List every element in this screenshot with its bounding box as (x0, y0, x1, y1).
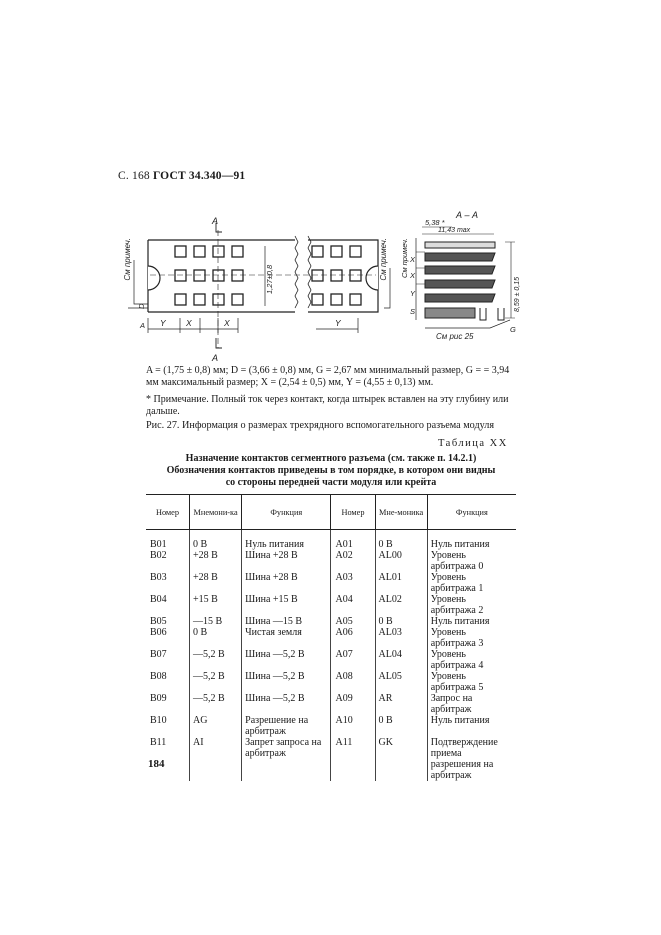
table-title-line: Обозначения контактов приведены в том порядке, в котором они видны (166, 465, 496, 476)
svg-text:X: X (224, 318, 230, 328)
page-number: 184 (148, 758, 165, 770)
pin-number-cell: A05 (331, 616, 375, 627)
pin-number-cell: A06 (331, 627, 375, 649)
function-cell: Шина —5,2 В (242, 649, 331, 671)
function-cell: Подтверждение приема разрешения на арбитраж (427, 737, 516, 781)
svg-text:Y: Y (160, 318, 166, 328)
function-cell: Уровень арбитража 1 (427, 572, 516, 594)
function-cell: Шина +15 В (242, 594, 331, 616)
table-header-row (146, 495, 516, 530)
pin-number-cell: B06 (150, 627, 167, 638)
svg-text:S: S (410, 307, 416, 316)
function-cell: Шина +28 В (242, 550, 331, 572)
pin-number-cell: A02 (331, 550, 375, 572)
column-header: Номер (331, 495, 375, 530)
column-header: Функция (242, 495, 331, 530)
table-row (146, 627, 516, 649)
svg-text:A: A (140, 321, 146, 330)
mnemonic-cell: 0 В (375, 530, 427, 551)
mnemonic-cell: 0 В (189, 530, 241, 551)
function-cell: Запрос на арбитраж (427, 693, 516, 715)
pin-number-cell: B01 (150, 539, 167, 550)
svg-text:См примеч.: См примеч. (379, 238, 388, 281)
pin-number-cell: B03 (150, 572, 167, 583)
function-cell: Шина +28 В (242, 572, 331, 594)
function-cell: Уровень арбитража 5 (427, 671, 516, 693)
pin-number-cell: A04 (331, 594, 375, 616)
mnemonic-cell: 0 В (189, 627, 241, 649)
pin-number-cell: B07 (150, 649, 167, 660)
mnemonic-cell: +28 В (189, 550, 241, 572)
pin-number-cell: A07 (331, 649, 375, 671)
pin-number-cell: B08 (150, 671, 167, 682)
standard-code: ГОСТ 34.340—91 (152, 170, 246, 182)
mnemonic-cell: —5,2 В (189, 671, 241, 693)
table-title (146, 453, 516, 489)
pin-number-cell: A03 (331, 572, 375, 594)
mnemonic-cell: —15 В (189, 616, 241, 627)
svg-text:См примеч.: См примеч. (123, 238, 132, 281)
table-row (146, 594, 516, 616)
function-cell: Чистая земля (242, 627, 331, 649)
svg-text:Y: Y (410, 289, 416, 298)
svg-text:5,38 *: 5,38 * (425, 218, 445, 227)
pin-assignment-table (146, 494, 516, 781)
pin-number-cell: B05 (150, 616, 167, 627)
mnemonic-cell: AL00 (375, 550, 427, 572)
table-row (146, 715, 516, 737)
mnemonic-cell: GK (375, 737, 427, 781)
svg-text:D: D (137, 303, 146, 309)
svg-text:8,59 ± 0,15: 8,59 ± 0,15 (514, 277, 521, 312)
function-cell: Шина —15 В (242, 616, 331, 627)
mnemonic-cell: AL02 (375, 594, 427, 616)
table-title-line: со стороны передней части модуля или крейта (225, 477, 437, 488)
function-cell: Уровень арбитража 3 (427, 627, 516, 649)
mnemonic-cell: —5,2 В (189, 649, 241, 671)
svg-text:X: X (186, 318, 192, 328)
mnemonic-cell: 0 В (375, 616, 427, 627)
pin-number-cell: B09 (150, 693, 167, 704)
dimension-values: A = (1,75 ± 0,8) мм; D = (3,66 ± 0,8) мм, G = 2,67 мм минимальный размер, G = = 3,94 мм максимальный размер; X = (2,54 ± 0,5) мм, Y = (4,55 ± 0,13) мм. (146, 365, 510, 388)
table-title-line: Назначение контактов сегментного разъема (см. также п. 14.2.1) (185, 453, 477, 464)
pin-number-cell: A09 (331, 693, 375, 715)
table-row (146, 649, 516, 671)
table-row (146, 616, 516, 627)
section-labels (400, 210, 521, 341)
function-cell: Нуль питания (242, 530, 331, 551)
mnemonic-cell: AL05 (375, 671, 427, 693)
mnemonic-cell: AL04 (375, 649, 427, 671)
svg-text:1,27±0,8: 1,27±0,8 (265, 264, 274, 294)
function-cell: Уровень арбитража 2 (427, 594, 516, 616)
connector-front-view (128, 223, 390, 348)
svg-text:A: A (212, 216, 219, 226)
function-cell: Нуль питания (427, 616, 516, 627)
table-row (146, 693, 516, 715)
table-row (146, 530, 516, 551)
table-row (146, 671, 516, 693)
column-header: Номер (146, 495, 189, 530)
svg-text:А – А: А – А (456, 210, 479, 220)
table-row (146, 572, 516, 594)
svg-text:X: X (410, 271, 416, 280)
mnemonic-cell: —5,2 В (189, 693, 241, 715)
table-label: Таблица XX (438, 438, 508, 449)
section-view (416, 227, 515, 328)
pin-number-cell: A10 (331, 715, 375, 737)
front-view-labels (123, 216, 388, 363)
mnemonic-cell: +28 В (189, 572, 241, 594)
running-header (118, 170, 245, 182)
function-cell: Шина —5,2 В (242, 671, 331, 693)
pin-number-cell: A08 (331, 671, 375, 693)
column-header: Функция (427, 495, 516, 530)
svg-text:Y: Y (335, 318, 341, 328)
svg-text:См примеч.: См примеч. (400, 238, 409, 278)
footnote: * Примечание. Полный ток через контакт, когда штырек вставлен на эту глубину или дальше. (146, 394, 509, 417)
page-prefix: С. 168 (118, 170, 150, 182)
svg-text:X: X (410, 255, 416, 264)
mnemonic-cell: +15 В (189, 594, 241, 616)
mnemonic-cell: 0 В (375, 715, 427, 737)
column-header: Мнемони-ка (189, 495, 241, 530)
function-cell: Нуль питания (427, 715, 516, 737)
pin-number-cell: B02 (150, 550, 167, 561)
svg-text:См рис 25: См рис 25 (436, 332, 474, 341)
connector-drawing (120, 208, 521, 363)
mnemonic-cell: AG (189, 715, 241, 737)
pin-number-cell: B04 (150, 594, 167, 605)
table-row (146, 737, 516, 781)
function-cell: Запрет запроса на арбитраж (242, 737, 331, 781)
mnemonic-cell: AL01 (375, 572, 427, 594)
function-cell: Уровень арбитража 4 (427, 649, 516, 671)
function-cell: Шина —5,2 В (242, 693, 331, 715)
pin-number-cell: B10 (150, 715, 167, 726)
function-cell: Уровень арбитража 0 (427, 550, 516, 572)
svg-text:G: G (510, 325, 516, 334)
column-header: Мне-моника (375, 495, 427, 530)
mnemonic-cell: AR (375, 693, 427, 715)
table-body (146, 530, 516, 782)
table-row (146, 550, 516, 572)
svg-text:A: A (212, 353, 219, 363)
mnemonic-cell: AL03 (375, 627, 427, 649)
pin-number-cell: A11 (331, 737, 375, 781)
figure-caption: Рис. 27. Информация о размерах трехрядного вспомогательного разъема модуля (146, 420, 495, 431)
svg-text:11,43 max: 11,43 max (438, 227, 471, 234)
pin-number-cell: A01 (331, 530, 375, 551)
function-cell: Разрешение на арбитраж (242, 715, 331, 737)
pin-number-cell: B11 (150, 737, 167, 748)
function-cell: Нуль питания (427, 530, 516, 551)
mnemonic-cell: AI (189, 737, 241, 781)
